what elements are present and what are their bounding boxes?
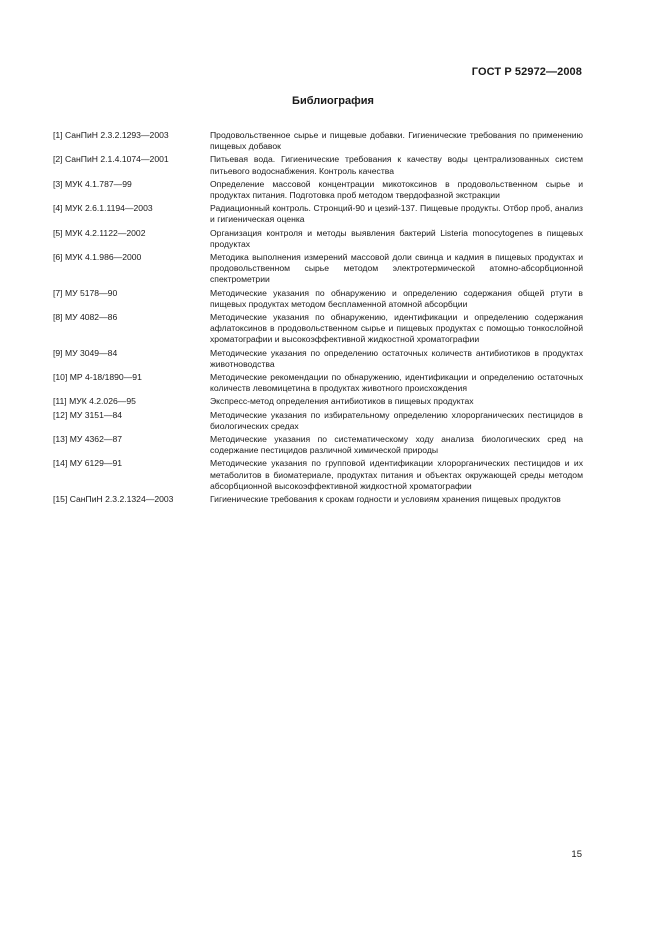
bibliography-entry (53, 396, 583, 407)
reference-description: Гигиенические требования к срокам годности и условиям хранения пищевых продуктов (210, 494, 561, 505)
bibliography-entry (53, 312, 583, 346)
bibliography-entry (53, 348, 583, 370)
bibliography-entry (53, 154, 583, 176)
bibliography-list (53, 130, 583, 507)
reference-code: [10] МР 4-18/1890—91 (53, 372, 142, 383)
reference-code: [4] МУК 2.6.1.1194—2003 (53, 203, 153, 214)
reference-description: Организация контроля и методы выявления бактерий Listeria monocytogenes в пищевых продуктах (210, 227, 583, 249)
reference-description: Методические указания по избирательному определению хлорорганических пестицидов в биологических средах (210, 409, 583, 431)
reference-code: [5] МУК 4.2.1122—2002 (53, 227, 146, 238)
bibliography-entry (53, 458, 583, 492)
bibliography-entry (53, 288, 583, 310)
reference-code: [14] МУ 6129—91 (53, 458, 122, 469)
reference-description: Методические указания по обнаружению, идентификации и определению содержания афлатоксинов в продовольственном сырье и пищевых продуктах с помощью тонкослойной хроматографии и высокоэффективной жидкостной хроматографии (210, 312, 583, 345)
reference-code: [12] МУ 3151—84 (53, 409, 122, 420)
bibliography-entry (53, 252, 583, 286)
reference-code: [7] МУ 5178—90 (53, 287, 118, 298)
bibliography-entry (53, 228, 583, 250)
reference-code: [1] СанПиН 2.3.2.1293—2003 (53, 130, 169, 140)
reference-code: [2] СанПиН 2.1.4.1074—2001 (53, 154, 169, 165)
reference-code: [15] СанПиН 2.3.2.1324—2003 (53, 494, 174, 505)
reference-description: Методика выполнения измерений массовой доли свинца и кадмия в пищевых продуктах и продовольственном сырье методом электротермической атомно-абсорбционной спектрометрии (210, 252, 583, 285)
reference-code: [11] МУК 4.2.026—95 (53, 396, 136, 407)
bibliography-entry (53, 179, 583, 201)
reference-description: Радиационный контроль. Стронций-90 и цезий-137. Пищевые продукты. Отбор проб, анализ и гигиеническая оценка (210, 203, 583, 225)
reference-description: Методические рекомендации по обнаружению, идентификации и определению остаточных количеств левомицетина в продуктах животного происхождения (210, 372, 583, 394)
reference-description: Методические указания по обнаружению и определению содержания общей ртути в пищевых продуктах методом беспламенной атомной абсорбции (210, 287, 583, 309)
bibliography-entry (53, 203, 583, 225)
reference-description: Определение массовой концентрации микотоксинов в продовольственном сырье и продуктах питания. Подготовка проб методом твердофазной экстракции (210, 178, 583, 201)
bibliography-entry (53, 372, 583, 394)
bibliography-entry (53, 434, 583, 456)
standard-code: ГОСТ Р 52972—2008 (471, 66, 582, 78)
bibliography-entry (53, 494, 583, 505)
reference-code: [13] МУ 4362—87 (53, 434, 122, 445)
reference-code: [9] МУ 3049—84 (53, 347, 118, 358)
bibliography-entry (53, 130, 583, 152)
reference-code: [3] МУК 4.1.787—99 (53, 178, 132, 189)
reference-description: Питьевая вода. Гигиенические требования к качеству воды централизованных систем питьевого водоснабжения. Контроль качества (210, 154, 583, 176)
reference-description: Продовольственное сырье и пищевые добавки. Гигиенические требования по применению пищевых добавок (210, 130, 583, 152)
reference-description: Методические указания по групповой идентификации хлорорганических пестицидов и их метаболитов в биоматериале, продуктах питания и объектах окружающей среды методом абсорбционной высокоэффективной жидкостной хроматографии (210, 458, 583, 491)
reference-description: Методические указания по определению остаточных количеств антибиотиков в продуктах животноводства (210, 347, 583, 369)
page-number: 15 (571, 849, 582, 860)
bibliography-entry (53, 410, 583, 432)
reference-code: [8] МУ 4082—86 (53, 312, 118, 323)
page-title: Библиография (292, 95, 374, 107)
reference-description: Методические указания по систематическому ходу анализа биологических сред на содержание пестицидов различной химической природы (210, 434, 583, 456)
reference-code: [6] МУК 4.1.986—2000 (53, 252, 142, 263)
reference-description: Экспресс-метод определения антибиотиков в пищевых продуктах (210, 396, 474, 407)
